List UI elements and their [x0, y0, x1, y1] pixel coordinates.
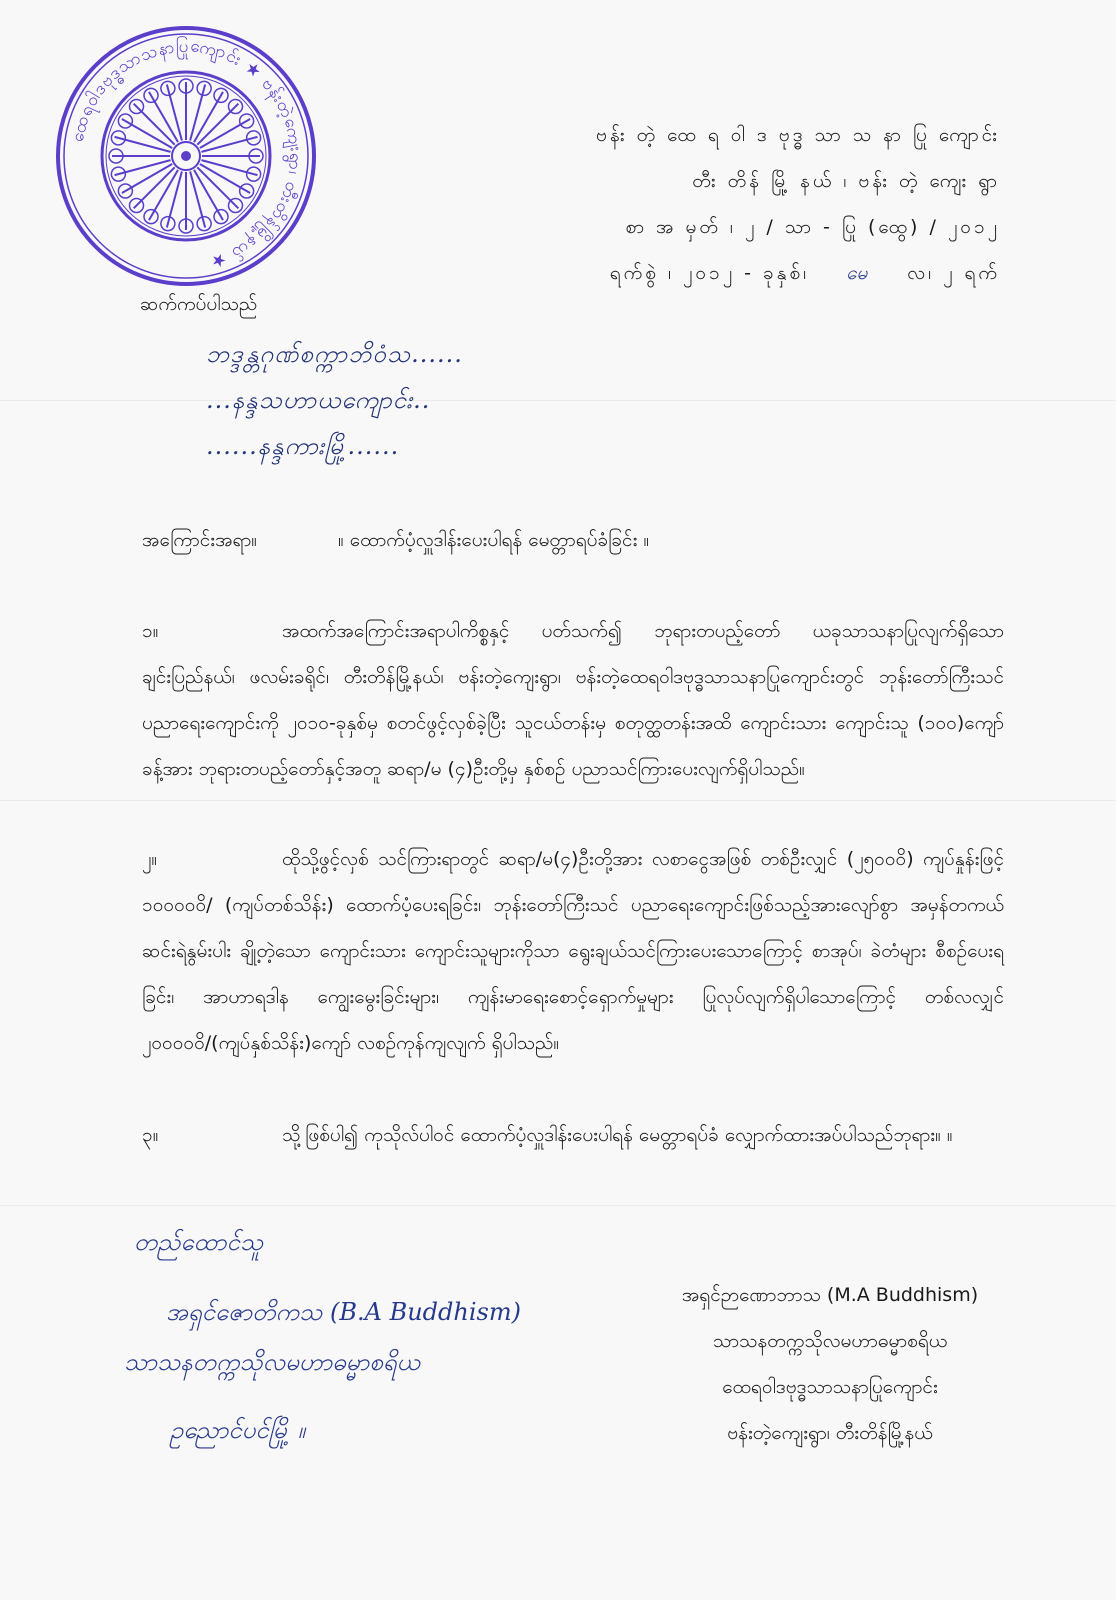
seal-spoke: [115, 160, 171, 175]
date-month-handwritten: မေ: [846, 262, 871, 284]
paragraph-number: ၃။: [142, 1124, 159, 1146]
handwritten-founder-label: တည်ထောင်သူ: [134, 1228, 264, 1256]
paragraph-number: ၁။: [142, 620, 159, 642]
signer-location: ဗန်းတဲ့ကျေးရွာ၊ တီးတိန်မြို့နယ်: [727, 1422, 933, 1444]
signer-monastery: ထေရဝါဒဗုဒ္ဓသာသနာပြုကျောင်း: [722, 1376, 938, 1398]
seal-spoke: [167, 85, 182, 141]
seal-spoke: [201, 137, 257, 152]
header-monastery-name: ဗန်း တဲ့ ထေ ရ ဝါ ဒ ဗုဒ္ဓ သာ သ နာ ပြု ကျောင်း: [596, 124, 1000, 146]
addressee-name: ဘဒ္ဒန္တဂုဏ်စက္ကာဘိဝံသ......: [206, 340, 463, 368]
paragraph-2: [142, 836, 1004, 1066]
handwritten-signer-town: ဥညောင်ပင်မြို့ ။: [170, 1416, 306, 1444]
paragraph-text: ထိုသို့ဖွင့်လှစ် သင်ကြားရာတွင် ဆရာ/မ(၄)ဦးတို့အား လစာငွေအဖြစ် တစ်ဦးလျှင် (၂၅၀၀၀ိ) ကျပ်နှုန်းဖြင့် ၁၀၀၀၀၀ိ/ (ကျပ်တစ်သိန်း) ထောက်ပံ့ပေးရခြင်း၊ ဘုန်းတော်ကြီးသင် ပညာရေးကျောင်းဖြစ်သည့်အားလျော်စွာ အမှန်တကယ် ဆင်းရဲနွမ်းပါး ချို့တဲ့သော ကျောင်းသား ကျောင်းသူများကိုသာ ရွေးချယ်သင်ကြားပေးသောကြောင့် စာအုပ်၊ ခဲတံများ စီစဉ်ပေးရခြင်း၊ အာဟာရဒါန ကျွေးမွေးခြင်းများ၊ ကျန်းမာရေးစောင့်ရှောက်မှုများ ပြုလုပ်လျက်ရှိပါသောကြောင့် တစ်လလျှင် ၂၀၀၀၀၀ိ/(ကျပ်နှစ်သိန်း)ကျော် လစဉ်ကုန်ကျလျက် ရှိပါသည်။: [142, 848, 1004, 1054]
paper-fold: [0, 1205, 1116, 1206]
paragraph-3: [142, 1112, 1004, 1158]
seal-spoke: [115, 137, 171, 152]
paragraph-number: ၂။: [142, 848, 158, 870]
subject-text: ။ ထောက်ပံ့လှူဒါန်းပေးပါရန် မေတ္တာရပ်ခံခြင်း ။: [338, 529, 650, 551]
date-prefix: ရက်စွဲ ၊ ၂၀၁၂ - ခုနှစ်၊: [609, 262, 810, 284]
seal-spoke: [167, 171, 182, 227]
seal-spoke: [190, 171, 205, 227]
paragraph-text: အထက်အကြောင်းအရာပါကိစ္စနှင့် ပတ်သက်၍ ဘုရားတပည့်တော် ယခုသာသနာပြုလျက်ရှိသော ချင်းပြည်နယ်၊ ဖလမ်းခရိုင်၊ တီးတိန်မြို့နယ်၊ ဗန်းတဲ့ကျေးရွာ၊ ဗန်းတဲ့ထေရဝါဒဗုဒ္ဓသာသနာပြုကျောင်းတွင် ဘုန်းတော်ကြီးသင် ပညာရေးကျောင်းကို ၂၀၁၀-ခုနှစ်မှ စတင်ဖွင့်လှစ်ခဲ့ပြီး သူငယ်တန်းမှ စတုတ္ထတန်းအထိ ကျောင်းသား ကျောင်းသူ (၁၀၀)ကျော်ခန့်အား ဘုရားတပည့်တော်နှင့်အတူ ဆရာ/မ (၄)ဦးတို့မှ နှစ်စဉ် ပညာသင်ကြားပေးလျက်ရှိပါသည်။: [142, 620, 1004, 780]
seal-ring-text: ထေရဝါဒဗုဒ္ဓသာသနာပြုကျောင်း ★ ဗန်းတဲ့ကျေးရွာ၊ တီးတိန်မြို့နယ် ★: [67, 35, 307, 273]
subject-label: အကြောင်းအရာ။: [142, 529, 258, 551]
header-reference-number: စာ အ မှတ် ၊ ၂ / သာ - ပြု (ထွေ) / ၂၀၁၂: [625, 216, 1000, 238]
date-suffix: လ၊ ၂ ရက်: [907, 262, 1000, 284]
seal-spoke: [201, 160, 257, 175]
header-date: [580, 250, 1000, 296]
paper-fold: [0, 800, 1116, 801]
signer-name: အရှင်ဉာဏောဘာသ (M.A Buddhism): [681, 1284, 979, 1306]
addressee-town: ......နန္ဒကားမြို့......: [206, 432, 400, 460]
paragraph-text: သို့ဖြစ်ပါ၍ ကုသိုလ်ပါဝင် ထောက်ပံ့လှူဒါန်းပေးပါရန် မေတ္တာရပ်ခံ လျှောက်ထားအပ်ပါသည်ဘုရား။ ။: [282, 1124, 953, 1146]
seal-spoke: [190, 85, 205, 141]
signer-degree: သာသနတက္ကသိုလမဟာဓမ္မာစရိယ: [712, 1330, 948, 1352]
handwritten-signer-degree: သာသနတက္ကသိုလမဟာဓမ္မာစရိယ: [124, 1348, 420, 1376]
paragraph-1: [142, 608, 1004, 792]
monastery-seal: [52, 22, 320, 290]
paper-fold: [0, 400, 1116, 401]
letter-header: [580, 112, 1000, 296]
signature-block: [650, 1272, 1010, 1456]
handwritten-signer-name: အရှင်ဇောတိကသ (B.A Buddhism): [166, 1298, 521, 1326]
header-location: တီး တိန် မြို့ နယ် ၊ ဗန်း တဲ့ ကျေး ရွာ: [692, 170, 1000, 192]
greeting: ဆက်ကပ်ပါသည်: [140, 293, 258, 315]
addressee-monastery: ...နန္ဒသဟာယကျောင်း..: [206, 386, 431, 414]
